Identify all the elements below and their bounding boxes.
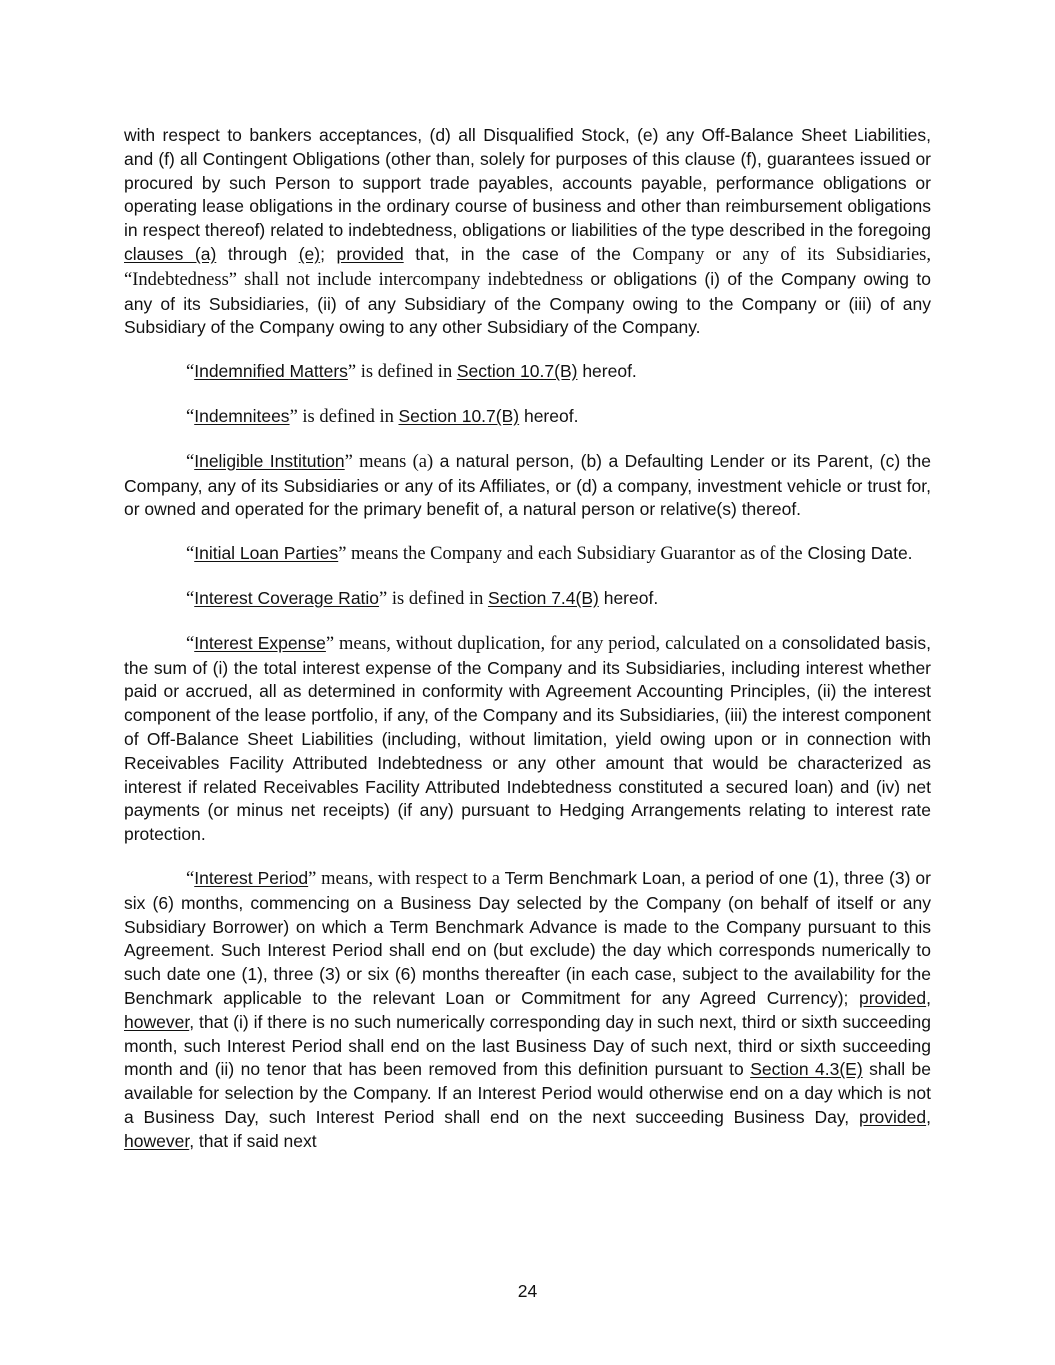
defined-term: Interest Period bbox=[194, 867, 309, 888]
definition-connector: ” means, without duplication, for any period, calculated on a bbox=[325, 633, 777, 654]
body-text: consolidated basis, the sum of (i) the total interest expense of the Company and its Subsidiaries, including interest whether paid or accrued, all as determined in conformity with Agreement Accounting Principles, (ii) the interest component of the lease portfolio, if any, of the Company and its Subsidiaries, (iii) the interest component of Off-Balance Sheet Liabilities (including, without limitation, yield owing upon or in connection with Receivables Facility Attributed Indebtedness or any other amount that would be characterized as interest if related Receivables Facility Attributed Indebtedness constituted a secured loan) and (iv) net payments (or minus net receipts) (if any) pursuant to Hedging Arrangements relating to interest rate protection. bbox=[124, 632, 932, 845]
however-keyword: however bbox=[124, 1130, 190, 1151]
definition-interest-period bbox=[124, 867, 931, 1154]
provided-keyword: provided bbox=[336, 243, 404, 264]
provided-keyword: provided bbox=[858, 1106, 927, 1127]
body-text: , that if said next bbox=[189, 1130, 317, 1151]
definition-connector: ” means the Company and each Subsidiary Guarantor as of the bbox=[338, 544, 803, 565]
definition-interest-coverage-ratio bbox=[124, 587, 931, 612]
defined-term: Indemnitees bbox=[194, 405, 290, 426]
definition-initial-loan-parties bbox=[124, 542, 931, 567]
open-quote: “ bbox=[186, 544, 195, 565]
body-text: hereof. bbox=[598, 587, 659, 608]
defined-term: Ineligible Institution bbox=[194, 450, 345, 471]
definition-indemnified-matters bbox=[124, 360, 931, 385]
definition-interest-expense bbox=[124, 632, 931, 847]
document-page bbox=[124, 124, 931, 1173]
open-quote: “ bbox=[186, 362, 195, 383]
body-text: shall be available for selection by the Company. If an Interest Period would otherwise end on a day which is not a Business Day, such Interest Period shall end on the next succeeding Business Day, bbox=[124, 1059, 931, 1127]
page-number: 24 bbox=[517, 1281, 538, 1301]
defined-term: Interest Expense bbox=[194, 632, 326, 653]
section-reference: Section 10.7(B) bbox=[456, 361, 578, 382]
section-reference: Section 7.4(B) bbox=[487, 587, 599, 608]
body-text: a natural person, (b) a Defaulting Lender or its Parent, (c) the Company, any of its Subsidiaries or any of its Affiliates, or (d) a company, investment vehicle or trust for, or owned and operated for the primary benefit of, a natural person or relative(s) thereof. bbox=[124, 450, 931, 520]
definition-indemnitees bbox=[124, 405, 931, 430]
provided-keyword: provided bbox=[858, 987, 927, 1008]
body-text: ; bbox=[320, 243, 337, 264]
definition-connector: ” means, with respect to a bbox=[308, 868, 500, 889]
body-text: Closing Date. bbox=[802, 543, 913, 564]
body-text: through bbox=[216, 243, 299, 264]
body-text: , that (i) if there is no such numerically corresponding day in such next, third or sixth succeeding month, such Interest Period shall end on the last Business Day of such next, third or sixth succeeding month and (ii) no tenor that has been removed from this definition pursuant to bbox=[124, 1011, 931, 1080]
definition-connector: ” is defined in bbox=[289, 406, 399, 427]
body-text: hereof. bbox=[519, 405, 579, 426]
definition-ineligible-institution bbox=[124, 450, 931, 522]
however-keyword: however bbox=[124, 1011, 190, 1032]
body-text: Term Benchmark Loan, a period of one (1), three (3) or six (6) months, commencing on a Business Day selected by the Company (on behalf of itself or any Subsidiary Borrower) on which a Term Benchmark Advance is made to the Company pursuant to this Agreement. Such Interest Period shall end on (but exclude) the day which corresponds numerically to such date one (1), three (3) or six (6) months thereafter (in each case, subject to the availability for the Benchmark applicable to the relevant Loan or Commitment for any Agreed Currency); bbox=[124, 867, 931, 1008]
body-text: or obligations (i) of the Company owing to any of its Subsidiaries, (ii) of any Subsidiary of the Company owing to the Company or (iii) of any Subsidiary of the Company owing to any other Subsidiary of the Company. bbox=[124, 268, 931, 338]
open-quote: “ bbox=[186, 451, 195, 472]
body-text: hereof. bbox=[577, 361, 637, 382]
definition-connector: ” is defined in bbox=[379, 588, 488, 609]
definition-connector: ” means (a) bbox=[344, 451, 434, 472]
paragraph-indebtedness-continuation bbox=[124, 124, 931, 340]
body-text-serif: Company or any of its Subsidiaries, “Indebtedness” shall not include intercompany indebtedness bbox=[124, 244, 931, 290]
open-quote: “ bbox=[186, 633, 195, 654]
open-quote: “ bbox=[186, 868, 195, 889]
defined-term: Indemnified Matters bbox=[194, 361, 348, 382]
defined-term: Initial Loan Parties bbox=[194, 543, 339, 564]
body-text: , bbox=[926, 1106, 931, 1127]
definition-connector: ” is defined in bbox=[347, 362, 457, 383]
body-text: with respect to bankers acceptances, (d) all Disqualified Stock, (e) any Off-Balance Sheet Liabilities, and (f) all Contingent Obligations (other than, solely for purposes of this clause (f), guarantees issued or procured by such Person to support trade payables, accounts payable, performance obligations or operating lease obligations in the ordinary course of business and other than reimbursement obligations in respect thereof) related to indebtedness, obligations or liabilities of the type described in the foregoing bbox=[124, 125, 931, 241]
body-text: , bbox=[926, 987, 931, 1008]
body-text: that, in the case of the bbox=[403, 243, 633, 264]
open-quote: “ bbox=[186, 406, 195, 427]
clause-reference-a: clauses (a) bbox=[124, 243, 217, 264]
section-reference: Section 4.3(E) bbox=[750, 1059, 863, 1080]
section-reference: Section 10.7(B) bbox=[398, 405, 520, 426]
defined-term: Interest Coverage Ratio bbox=[194, 587, 380, 608]
clause-reference-e: (e) bbox=[298, 243, 321, 264]
open-quote: “ bbox=[186, 588, 195, 609]
